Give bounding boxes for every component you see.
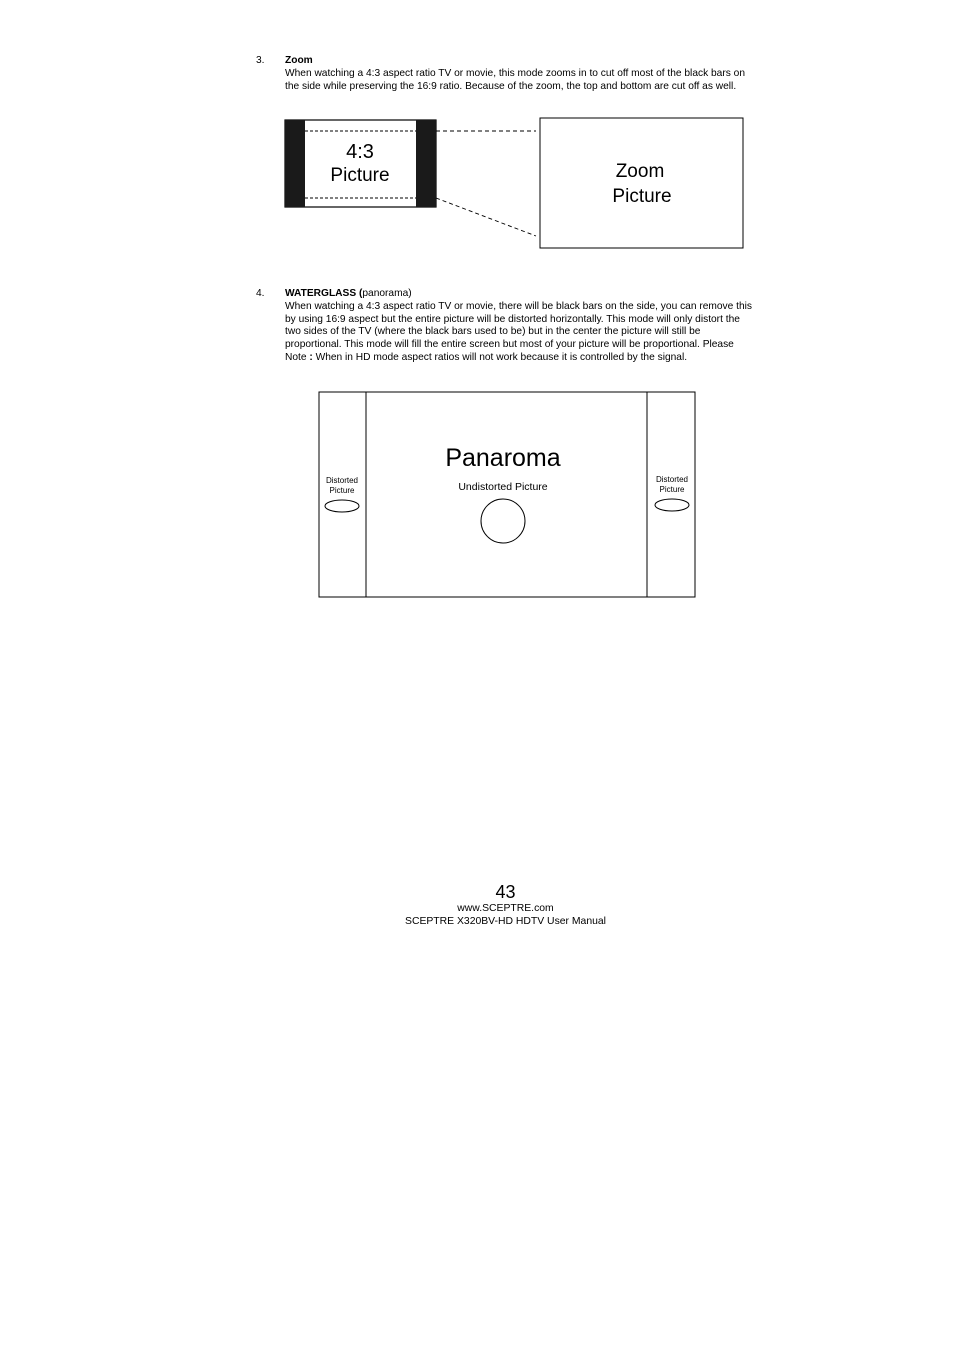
zoom-label-line1: Zoom [615, 161, 665, 182]
source-screen-frame [285, 120, 436, 207]
panorama-screen-frame [319, 392, 695, 597]
projection-line-bottom [436, 198, 536, 236]
center-subtitle: Undistorted Picture [458, 481, 548, 493]
zoom-description: When watching a 4:3 aspect ratio TV or movie, this mode zooms in to cut off most of the black bars on the side while preserving the 16:9 ratio. Because of the zoom, the top and bottom are cut off as well. [285, 67, 745, 92]
note-colon: : [309, 351, 313, 363]
waterglass-section [256, 288, 756, 365]
waterglass-text-after-note: When in HD mode aspect ratios will not work because it is controlled by the signal. [312, 351, 688, 363]
zoom-section [256, 55, 756, 93]
right-label-line2: Picture [659, 485, 685, 494]
panorama-diagram [318, 391, 697, 599]
waterglass-text-before-note: When watching a 4:3 aspect ratio TV or movie, there will be black bars on the side, you can remove this by using 16:9 aspect but the entire picture will be distorted horizontally. This mode will only distort the two sides of the TV (where the black bars used to be) but in the center the picture will still be proportional. This mode will fill the entire screen but most of your picture will be proportional. Please Note [285, 300, 752, 363]
page-number: 43 [495, 882, 516, 902]
waterglass-heading [285, 288, 756, 301]
right-label-line1: Distorted [655, 475, 689, 484]
zoom-diagram [284, 116, 746, 252]
left-label-line2: Picture [329, 486, 355, 495]
waterglass-description [285, 301, 756, 365]
waterglass-section-number: 4. [256, 288, 265, 299]
zoom-screen-frame [540, 118, 743, 248]
source-label-line1: 4:3 [346, 141, 374, 163]
waterglass-heading-bold: WATERGLASS ( [285, 288, 363, 299]
center-title: Panaroma [445, 444, 561, 472]
left-label-line1: Distorted [325, 476, 359, 485]
footer-website: www.SCEPTRE.com [457, 903, 554, 914]
right-black-bar [416, 120, 436, 207]
footer-manual-title: SCEPTRE X320BV-HD HDTV User Manual [405, 916, 606, 927]
zoom-section-number: 3. [256, 55, 265, 66]
left-black-bar [285, 120, 305, 207]
source-label-line2: Picture [330, 165, 390, 186]
zoom-label-line2: Picture [612, 186, 672, 207]
page-footer [0, 882, 954, 928]
zoom-heading: Zoom [285, 55, 313, 66]
waterglass-heading-suffix: panorama) [362, 288, 412, 299]
